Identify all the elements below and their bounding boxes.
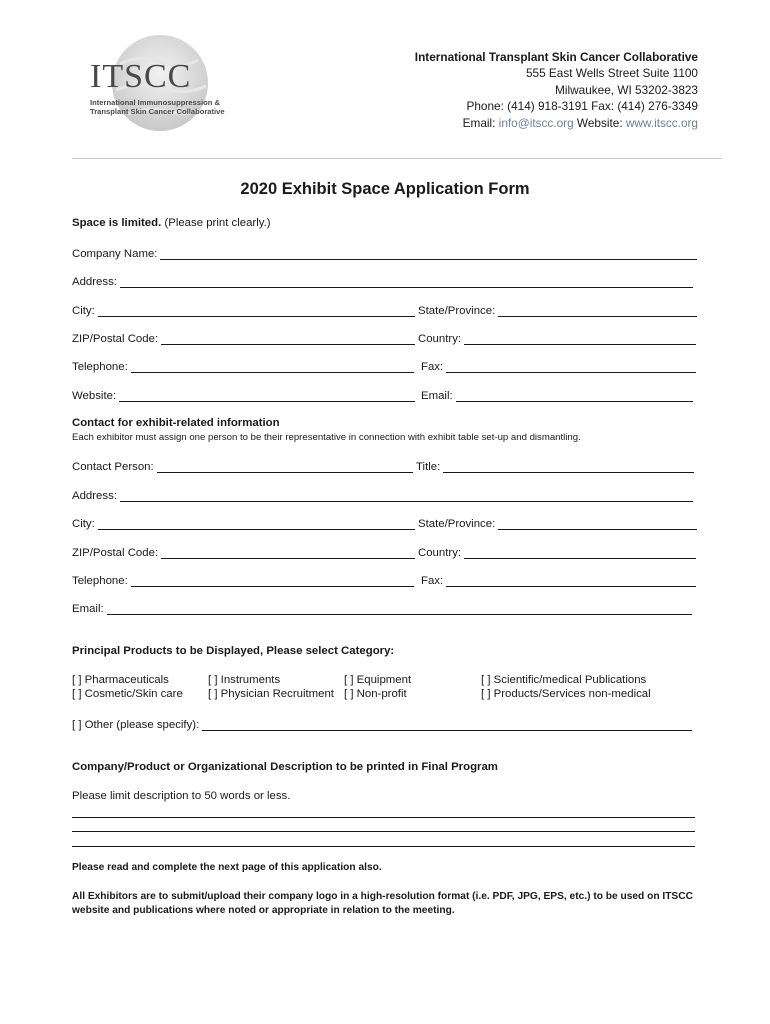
contact-email-field[interactable]: [72, 599, 692, 615]
contact-email-label: Email:: [72, 603, 104, 615]
contact-email-line[interactable]: [107, 603, 692, 615]
option-physician-recruitment[interactable]: [ ] Physician Recruitment: [208, 688, 334, 700]
contact-country-field[interactable]: [418, 543, 696, 559]
logo-upload-note-line2: website and publications where noted or appropriate in relation to the meeting.: [72, 905, 455, 916]
contact-city-label: City:: [72, 518, 95, 530]
email-website-line: [415, 115, 698, 131]
state-line[interactable]: [498, 305, 697, 317]
contact-city-line[interactable]: [98, 518, 415, 530]
other-specify-field[interactable]: [72, 715, 692, 731]
city-field[interactable]: [72, 301, 415, 317]
description-line-3[interactable]: [72, 846, 695, 847]
contact-zip-line[interactable]: [161, 547, 415, 559]
company-name-label: Company Name:: [72, 248, 158, 260]
contact-telephone-label: Telephone:: [72, 575, 128, 587]
city-label: City:: [72, 305, 95, 317]
contact-country-line[interactable]: [464, 547, 696, 559]
form-title: 2020 Exhibit Space Application Form: [240, 180, 530, 198]
email-link[interactable]: info@itscc.org: [498, 115, 574, 130]
zip-label: ZIP/Postal Code:: [72, 333, 159, 345]
zip-field[interactable]: [72, 329, 415, 345]
option-publications[interactable]: [ ] Scientific/medical Publications: [481, 674, 647, 686]
email-label-field: Email:: [421, 390, 453, 402]
logo-subtitle-line1: International Immunosuppression &: [90, 98, 220, 107]
website-label: Website:: [72, 390, 117, 402]
title-label: Title:: [416, 461, 441, 473]
option-non-profit[interactable]: [ ] Non-profit: [344, 688, 407, 700]
contact-person-field[interactable]: [72, 457, 413, 473]
website-line[interactable]: [119, 390, 415, 402]
contact-state-field[interactable]: [418, 514, 697, 530]
description-line-2[interactable]: [72, 831, 695, 832]
website-field[interactable]: [72, 386, 415, 402]
telephone-field[interactable]: [72, 357, 414, 373]
email-label: Email:: [462, 115, 496, 130]
contact-state-label: State/Province:: [418, 518, 496, 530]
logo-title: ITSCC: [90, 58, 192, 95]
intro-text: [72, 217, 271, 229]
email-line[interactable]: [456, 390, 693, 402]
fax-label: Fax:: [421, 361, 444, 373]
address-field[interactable]: [72, 272, 693, 288]
telephone-line[interactable]: [131, 361, 414, 373]
description-instruction: Please limit description to 50 words or less.: [72, 790, 291, 802]
fax-field[interactable]: [421, 357, 696, 373]
title-line[interactable]: [443, 461, 694, 473]
contact-section-note: Each exhibitor must assign one person to be their representative in connection with exhibit table set-up and dismantling.: [72, 432, 581, 443]
org-name: International Transplant Skin Cancer Collaborative: [414, 50, 698, 64]
fax-line[interactable]: [446, 361, 696, 373]
contact-zip-label: ZIP/Postal Code:: [72, 547, 159, 559]
products-heading: Principal Products to be Displayed, Please select Category:: [72, 645, 395, 657]
header-divider: [72, 158, 722, 159]
logo-subtitle-line2: Transplant Skin Cancer Collaborative: [90, 107, 225, 116]
contact-fax-label: Fax:: [421, 575, 444, 587]
contact-fax-line[interactable]: [446, 575, 696, 587]
street-address: 555 East Wells Street Suite 1100: [525, 66, 698, 81]
state-field[interactable]: [418, 301, 697, 317]
contact-state-line[interactable]: [498, 518, 697, 530]
header-contact-block: [415, 49, 698, 131]
phone-line: Phone: (414) 918-3191 Fax: (414) 276-3349: [466, 99, 698, 114]
logo-upload-note-line1: All Exhibitors are to submit/upload their company logo in a high-resolution format (i.e. PDF, JPG, EPS, etc.) to be used on ITSCC: [72, 891, 693, 902]
next-page-note: Please read and complete the next page of this application also.: [72, 862, 382, 873]
description-heading: Company/Product or Organizational Description to be printed in Final Program: [72, 761, 498, 773]
telephone-label: Telephone:: [72, 361, 128, 373]
intro-bold: Space is limited.: [72, 217, 162, 229]
city-line: Milwaukee, WI 53202-3823: [555, 82, 698, 97]
description-line-1[interactable]: [72, 817, 695, 818]
other-specify-label[interactable]: [ ] Other (please specify):: [72, 719, 200, 731]
zip-line[interactable]: [161, 333, 415, 345]
contact-zip-field[interactable]: [72, 543, 415, 559]
option-cosmetic[interactable]: [ ] Cosmetic/Skin care: [72, 688, 183, 700]
title-field[interactable]: [416, 457, 694, 473]
contact-address-field[interactable]: [72, 486, 693, 502]
contact-telephone-field[interactable]: [72, 571, 414, 587]
country-line[interactable]: [464, 333, 696, 345]
option-equipment[interactable]: [ ] Equipment: [344, 674, 412, 686]
address-line[interactable]: [120, 276, 693, 288]
itscc-logo: [80, 34, 230, 132]
contact-person-line[interactable]: [157, 461, 413, 473]
other-specify-line[interactable]: [202, 719, 692, 731]
company-name-field[interactable]: [72, 244, 697, 260]
company-name-line[interactable]: [160, 248, 697, 260]
contact-country-label: Country:: [418, 547, 462, 559]
website-label: Website:: [576, 115, 623, 130]
contact-person-label: Contact Person:: [72, 461, 154, 473]
address-label: Address:: [72, 276, 117, 288]
email-field[interactable]: [421, 386, 693, 402]
state-label: State/Province:: [418, 305, 496, 317]
country-label: Country:: [418, 333, 462, 345]
city-line[interactable]: [98, 305, 415, 317]
option-instruments[interactable]: [ ] Instruments: [208, 674, 281, 686]
contact-city-field[interactable]: [72, 514, 415, 530]
intro-rest: (Please print clearly.): [161, 217, 271, 229]
contact-fax-field[interactable]: [421, 571, 696, 587]
contact-address-label: Address:: [72, 490, 117, 502]
logo-subtitle: [90, 98, 240, 116]
option-non-medical[interactable]: [ ] Products/Services non-medical: [481, 688, 651, 700]
country-field[interactable]: [418, 329, 696, 345]
contact-section-heading: Contact for exhibit-related information: [72, 417, 280, 429]
contact-telephone-line[interactable]: [131, 575, 414, 587]
website-link[interactable]: www.itscc.org: [625, 115, 698, 130]
contact-address-line[interactable]: [120, 490, 693, 502]
option-pharmaceuticals[interactable]: [ ] Pharmaceuticals: [72, 674, 169, 686]
